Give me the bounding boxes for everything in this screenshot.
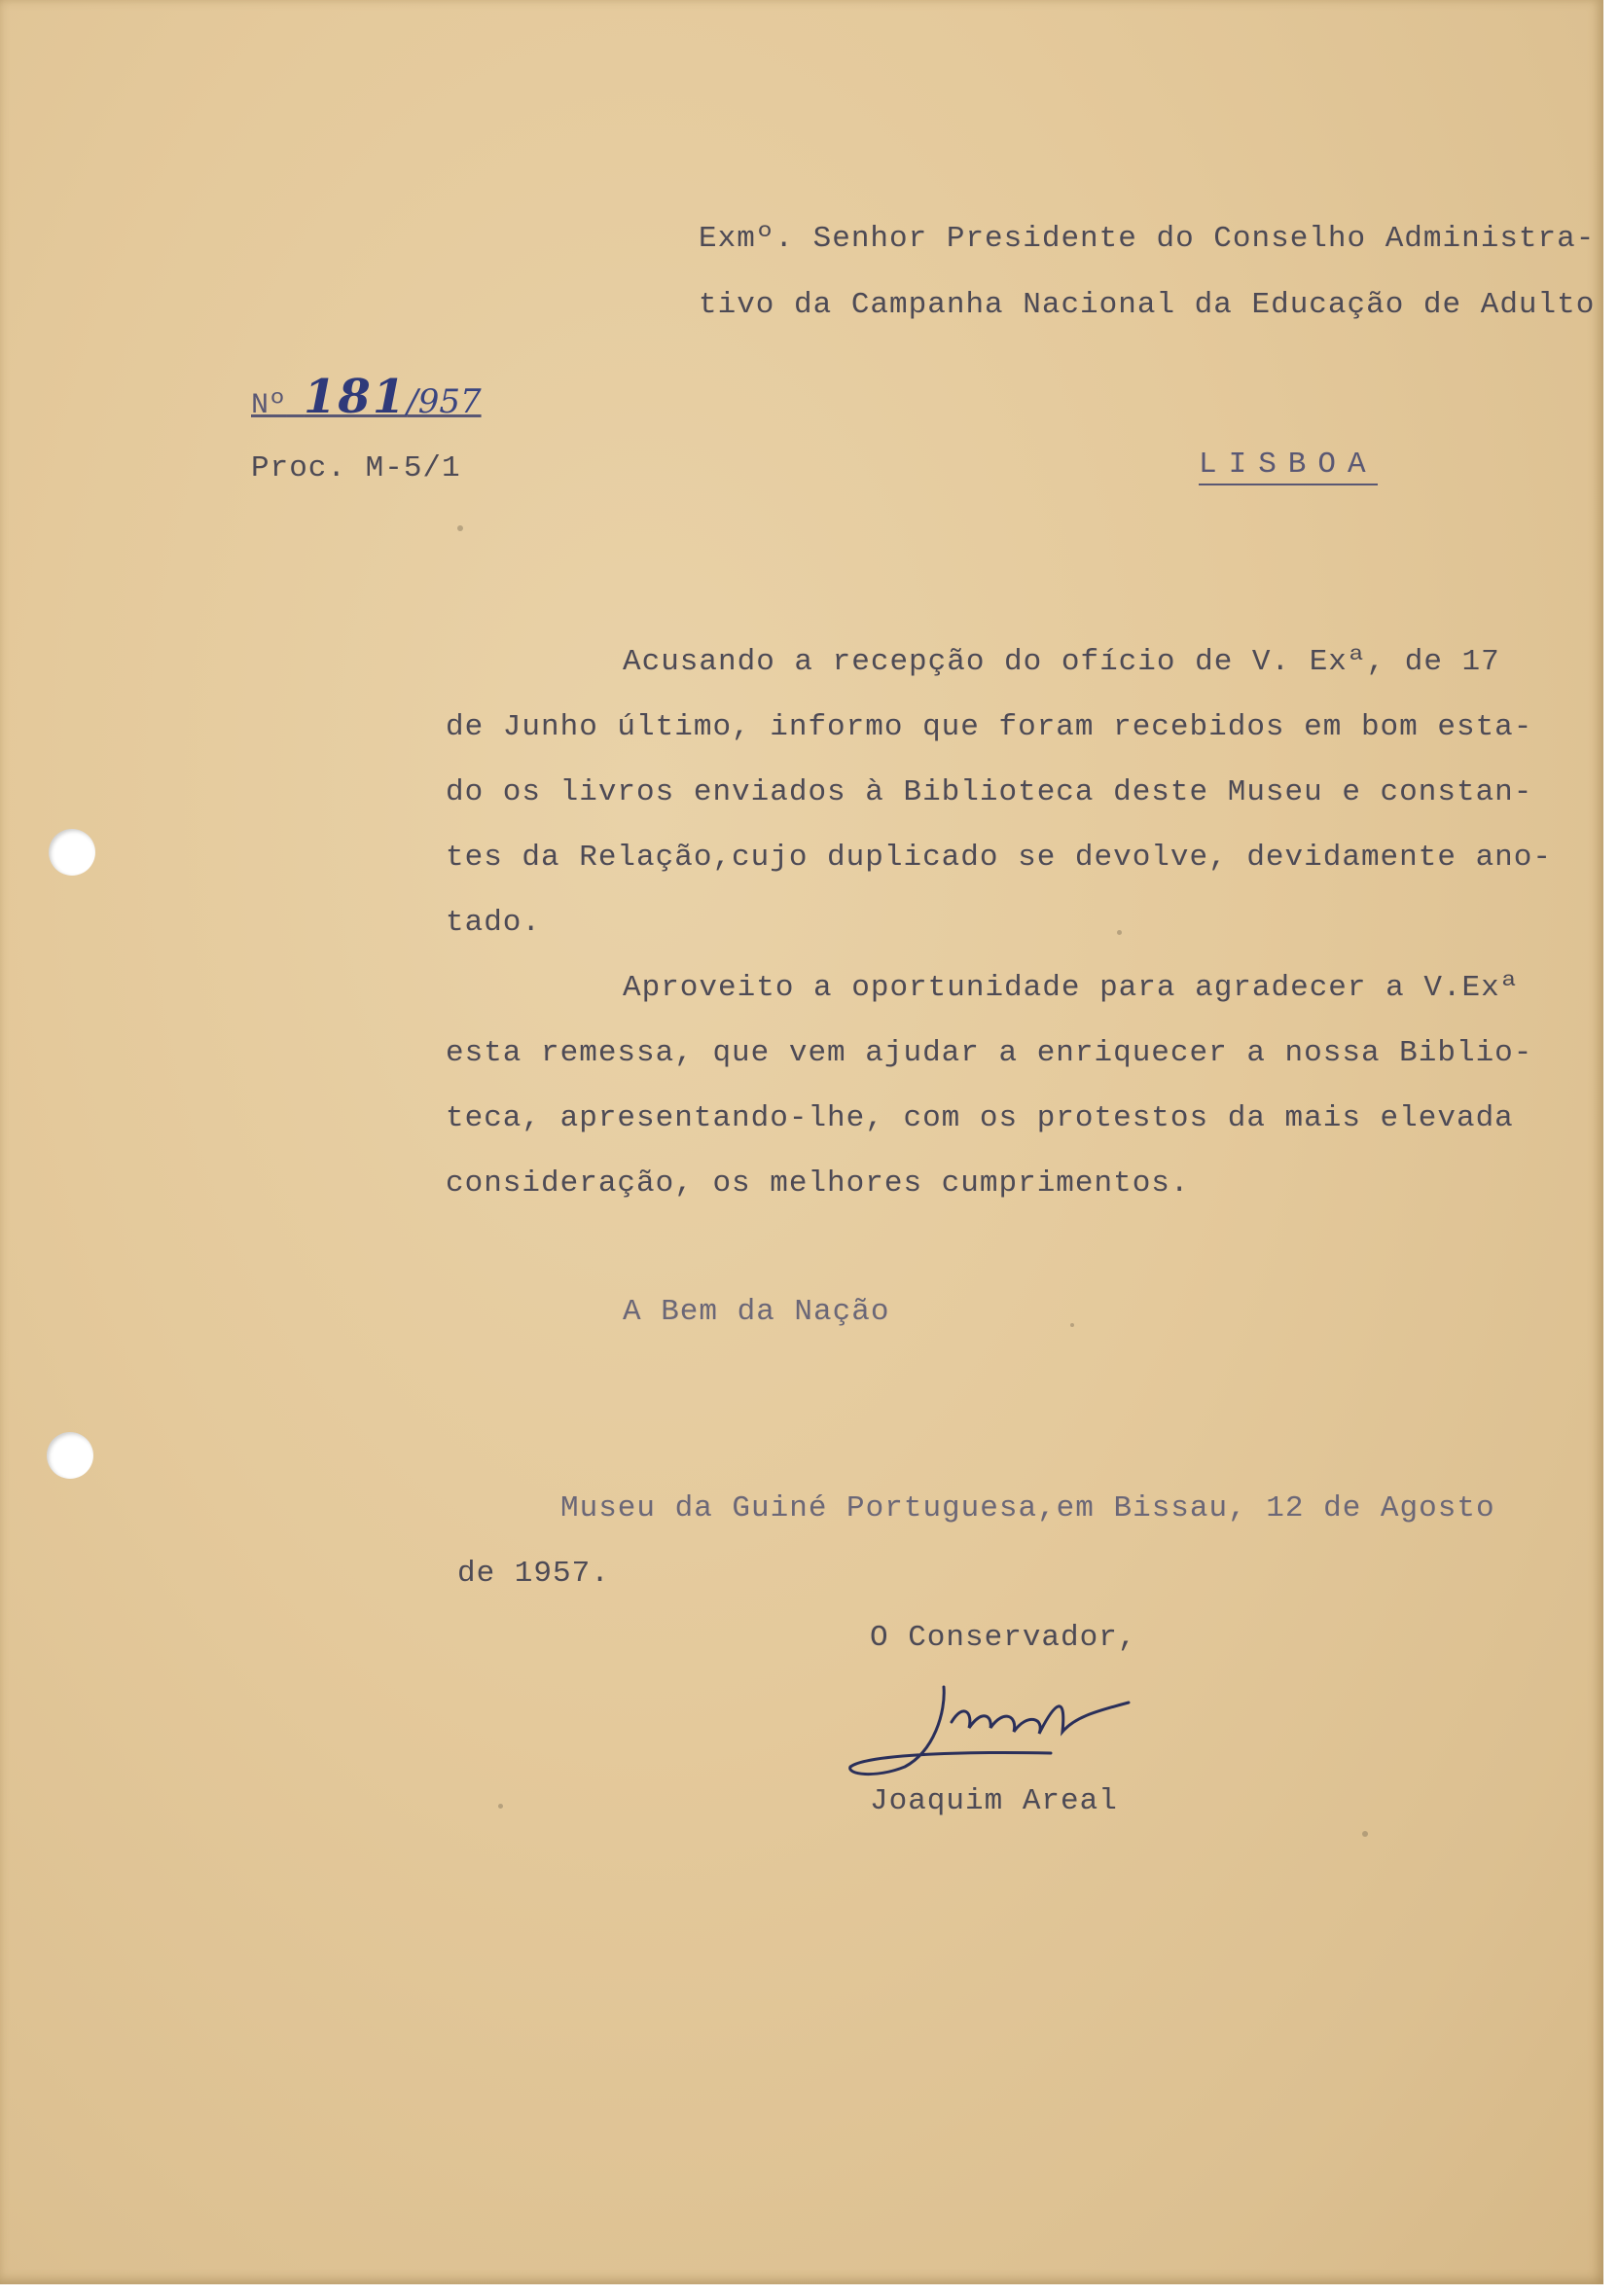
body-p2-line-1: Aproveito a oportunidade para agradecer a V.Exª (623, 971, 1520, 1005)
paper-speck (1070, 1323, 1074, 1327)
reference-year: /957 (407, 382, 482, 421)
signatory-title: O Conservador, (870, 1621, 1137, 1655)
body-p2-line-2: esta remessa, que vem ajudar a enriquecer a nossa Biblio- (446, 1036, 1533, 1070)
body-p1-line-3: do os livros enviados à Biblioteca deste Museu e constan- (446, 775, 1533, 809)
paper-speck (498, 1804, 503, 1809)
body-p1-line-4: tes da Relação,cujo duplicado se devolve, devidamente ano- (446, 841, 1552, 875)
handwritten-signature (837, 1673, 1148, 1790)
paper-speck (1362, 1831, 1368, 1837)
punch-hole-bottom (47, 1432, 93, 1479)
body-p2-line-3: teca, apresentando-lhe, com os protestos da mais elevada (446, 1101, 1514, 1135)
punch-hole-top (49, 829, 95, 876)
salutation: A Bem da Nação (623, 1295, 890, 1329)
paper-speck (1117, 930, 1122, 935)
reference-prefix: Nº (251, 389, 287, 422)
body-p1-line-2: de Junho último, informo que foram recebidos em bom esta- (446, 710, 1533, 744)
signatory-name: Joaquim Areal (870, 1784, 1118, 1818)
body-p1-line-1: Acusando a recepção do ofício de V. Exª, de 17 (623, 645, 1500, 679)
dateline-line-2: de 1957. (457, 1557, 610, 1591)
handwritten-number: 181 (304, 370, 408, 424)
paper-speck (457, 525, 463, 531)
body-p1-line-5: tado. (446, 906, 542, 940)
reference-number (251, 370, 482, 424)
addressee-line-2: tivo da Campanha Nacional da Educação de Adulto (699, 288, 1596, 322)
dateline-line-1: Museu da Guiné Portuguesa,em Bissau, 12 de Agosto (560, 1491, 1495, 1525)
process-number: Proc. M-5/1 (251, 451, 461, 485)
body-p2-line-4: consideração, os melhores cumprimentos. (446, 1166, 1190, 1201)
addressee-line-1: Exmº. Senhor Presidente do Conselho Administra- (699, 222, 1596, 256)
city-heading: LISBOA (1199, 448, 1378, 485)
